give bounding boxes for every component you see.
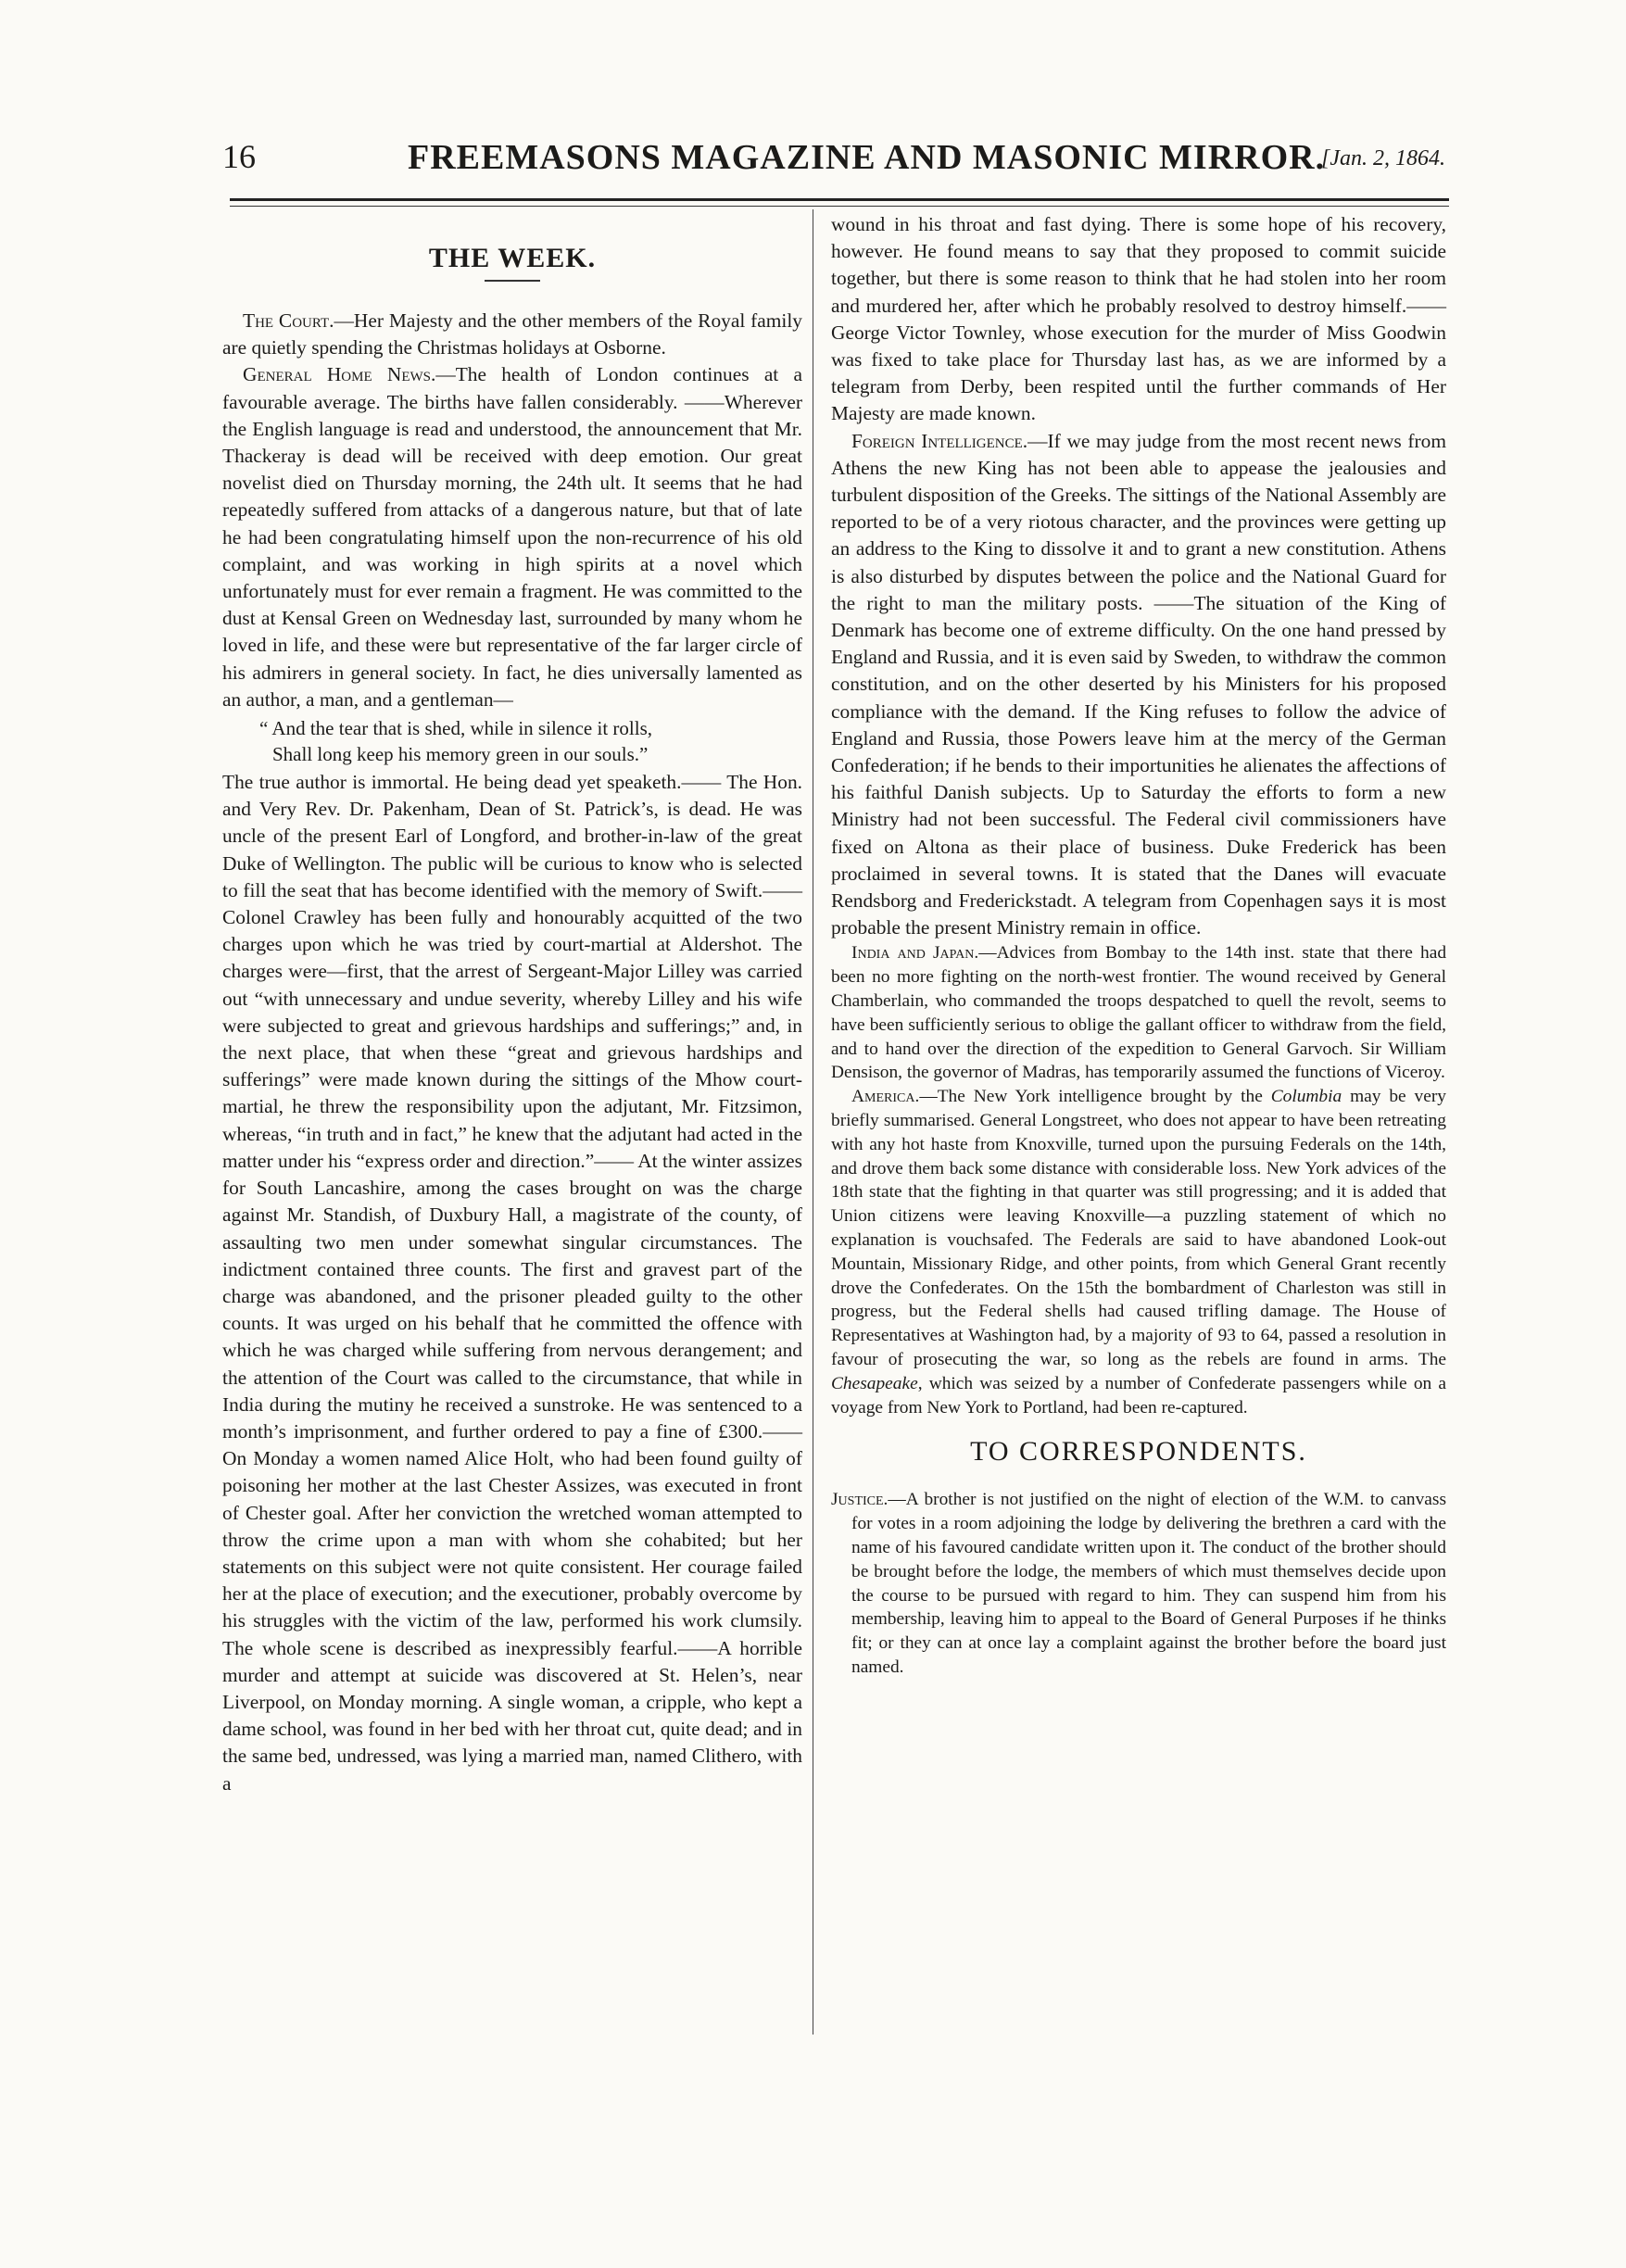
text-the-court: —Her Majesty and the other members of the Royal family are quietly spending the Christmas holidays at Osborne. (222, 309, 802, 359)
paragraph-the-court (222, 308, 802, 361)
paragraph-america (831, 1085, 1446, 1419)
text-america-2: may be very briefly summarised. General Longstreet, who does not appear to have been retreating with any hot haste from Knoxville, turned upon the pursuing Federals on the 14th, and drove them back some distance with considerable loss. New York advices of the 18th state that the fighting in that quarter was still progressing; and it is added that Union citizens were leaving Knoxville—a puzzling statement of which no explanation is vouchsafed. The Federals are said to have abandoned Look-out Mountain, Missionary Ridge, and other points, from which General Grant recently drove the Confederates. On the 15th the bombardment of Charleston was still in progress, but the Federal shells had caused trifling damage. The House of Representatives at Washington had, by a majority of 93 to 64, passed a resolution in favour of prosecuting the war, so long as the rebels are found in arms. The (831, 1087, 1446, 1370)
text-america: —The New York intelligence brought by the (919, 1087, 1271, 1107)
ship-name-chesapeake: Chesapeake (831, 1373, 918, 1393)
header-rule-thin (230, 206, 1449, 207)
text-home-news: —The health of London continues at a favourable average. The births have fallen considerably. ——Wherever the English language is read and understood, the announcement that Mr. Thackeray is dead will be received with deep emotion. Our great novelist died on Thursday morning, the 24th ult. It seems that he had repeatedly suffered from attacks of a dangerous nature, but that of late he had been congratulating himself upon the non-recurrence of his old complaint, and was working in high spirits at a novel which unfortunately must for ever remain a fragment. He was committed to the dust at Kensal Green on Wednesday last, surrounded by many whom he loved in life, and these were but representative of the far larger circle of his admirers in general society. In fact, he dies universally lamented as an author, a man, and a gentleman— (222, 363, 802, 711)
text-foreign: —If we may judge from the most recent news from Athens the new King has not been able to appease the jealousies and turbulent disposition of the Greeks. The sittings of the National Assembly are reported to be of a very riotous character, and the provinces were getting up an address to the King to dissolve it and to grant a new constitution. Athens is also disturbed by disputes between the police and the National Guard for the right to man the military posts. ——The situation of the King of Denmark has become one of extreme difficulty. On the one hand pressed by England and Russia, and it is even said by Sweden, to withdraw the common constitution, and on the other deserted by his Ministers for his proposed compliance with the demand. If the King refuses to follow the advice of England and Russia, those Powers leave him at the mercy of the German Confederation; if he bends to their importunities he alienates the affections of his faithful Danish subjects. Up to Saturday the efforts to form a new Ministry had not been successful. The Federal civil commissioners have fixed on Altona as their place of business. Duke Frederick has been proclaimed in several towns. It is stated that the Danes will evacuate Rendsborg and Frederickstadt. A telegram from Copenhagen says it is most probable the present Ministry remain in office. (831, 429, 1446, 939)
section-heading-the-week: THE WEEK. (428, 243, 597, 273)
paragraph-continued: wound in his throat and fast dying. There is some hope of his recovery, however. He found means to say that they proposed to commit suicide together, but there is some reason to think that he had stolen into her room and murdered her, after which he probably resolved to destroy himself.——George Victor Townley, whose execution for the murder of Miss Goodwin was fixed to take place for Thursday last has, as we are informed by a telegram from Derby, been respited until the further commands of Her Majesty are made known. (831, 213, 1446, 425)
header-rule (230, 198, 1449, 201)
issue-date: [Jan. 2, 1864. (1321, 146, 1445, 170)
paragraph-foreign (831, 428, 1446, 942)
ship-name-columbia: Columbia (1270, 1087, 1342, 1107)
left-column (222, 211, 802, 1797)
right-column (831, 211, 1446, 1680)
lead-home-news: General Home News. (243, 363, 436, 386)
section-heading-correspondents: TO CORRESPONDENTS. (970, 1436, 1307, 1468)
poem-line: “ And the tear that is shed, while in silence it rolls, (259, 717, 652, 740)
text-india-japan: —Advices from Bombay to the 14th inst. state that there had been no more fighting on the north-west frontier. The wound received by General Chamberlain, who commanded the troops despatched to quell the revolt, seems to have been sufficiently serious to oblige the gallant officer to withdraw from the field, and to hand over the direction of the expedition to General Garvoch. Sir William Densison, the governor of Madras, has temporarily assumed the functions of Viceroy. (831, 943, 1447, 1083)
poem-quote (222, 715, 802, 767)
lead-america: America. (851, 1087, 920, 1107)
lead-india-japan: India and Japan. (851, 943, 979, 964)
paragraph-continuation: The true author is immortal. He being dead yet speaketh.—— The Hon. and Very Rev. Dr. Pakenham, Dean of St. Patrick’s, is dead. He was uncle of the present Earl of Longford, and brother-in-law of the great Duke of Wellington. The public will be curious to know who is selected to fill the seat that has become identified with the memory of Swift.——Colonel Crawley has been fully and honourably acquitted of the two charges upon which he was tried by court-martial at Aldershot. The charges were—first, that the arrest of Sergeant-Major Lilley was carried out “with unnecessary and undue severity, whereby Lilley and his wife were subjected to great and grievous hardships and sufferings;” and, in the next place, that when these “great and grievous hardships and sufferings” were made known during the sittings of the Mhow court-martial, he threw the responsibility upon the adjutant, Mr. Fitzsimon, whereas, “in truth and in fact,” he knew that the adjutant had acted in the matter under his “express order and direction.”—— At the winter assizes for South Lancashire, among the cases brought on was the charge against Mr. Standish, of Duxbury Hall, a magistrate of the county, of assaulting two men under somewhat singular circumstances. The indictment contained three counts. The first and gravest part of the charge was abandoned, and the prisoner pleaded guilty to the other counts. It was urged on his behalf that he committed the offence with which he was charged while suffering from nervous derangement; and the attention of the Court was called to the circumstance, that while in India during the mutiny he received a sunstroke. He was sentenced to a month’s imprisonment, and further ordered to pay a fine of £300.——On Monday a women named Alice Holt, who had been found guilty of poisoning her mother at the last Chester Assizes, was executed in front of Chester goal. After her conviction the wretched woman attempted to throw the crime upon a man with whom she cohabited; but her statements on this subject were not quite consistent. Her courage failed her at the place of execution; and the executioner, probably overcome by his struggles with the victim of the law, performed his work clumsily. The whole scene is described as inexpressibly fearful.——A horrible murder and attempt at suicide was discovered at St. Helen’s, near Liverpool, on Monday morning. A single woman, a cripple, who kept a dame school, was found in her bed with her throat cut, quite dead; and in the same bed, undressed, was lying a married man, named Clithero, with a (222, 771, 802, 1795)
poem-line: Shall long keep his memory green in our souls.” (272, 743, 649, 766)
paragraph-home-news (222, 361, 802, 713)
lead-justice: Justice. (831, 1490, 889, 1510)
page-number: 16 (222, 138, 256, 175)
text-america-3: , which was seized by a number of Confederate passengers while on a voyage from New York to Portland, had been re-captured. (831, 1373, 1446, 1418)
lead-the-court: The Court. (243, 309, 334, 332)
page-header (222, 137, 1445, 193)
heading-rule (485, 280, 540, 282)
masthead-title: FREEMASONS MAGAZINE AND MASONIC MIRROR. (408, 138, 1326, 177)
text-justice: —A brother is not justified on the night of election of the W.M. to canvass for votes in a room adjoining the lodge by delivering the brethren a card with the name of his favoured candidate written upon it. The conduct of the brother should be brought before the lodge, the members of which must themselves decide upon the course to be pursued with regard to him. They can suspend him from his membership, leaving him to appeal to the Board of General Purposes if he thinks fit; or they can at once lay a complaint against the brother before the board just named. (851, 1490, 1446, 1677)
lead-foreign: Foreign Intelligence. (851, 429, 1028, 452)
paragraph-justice (831, 1488, 1446, 1679)
paragraph-india-japan (831, 941, 1446, 1085)
